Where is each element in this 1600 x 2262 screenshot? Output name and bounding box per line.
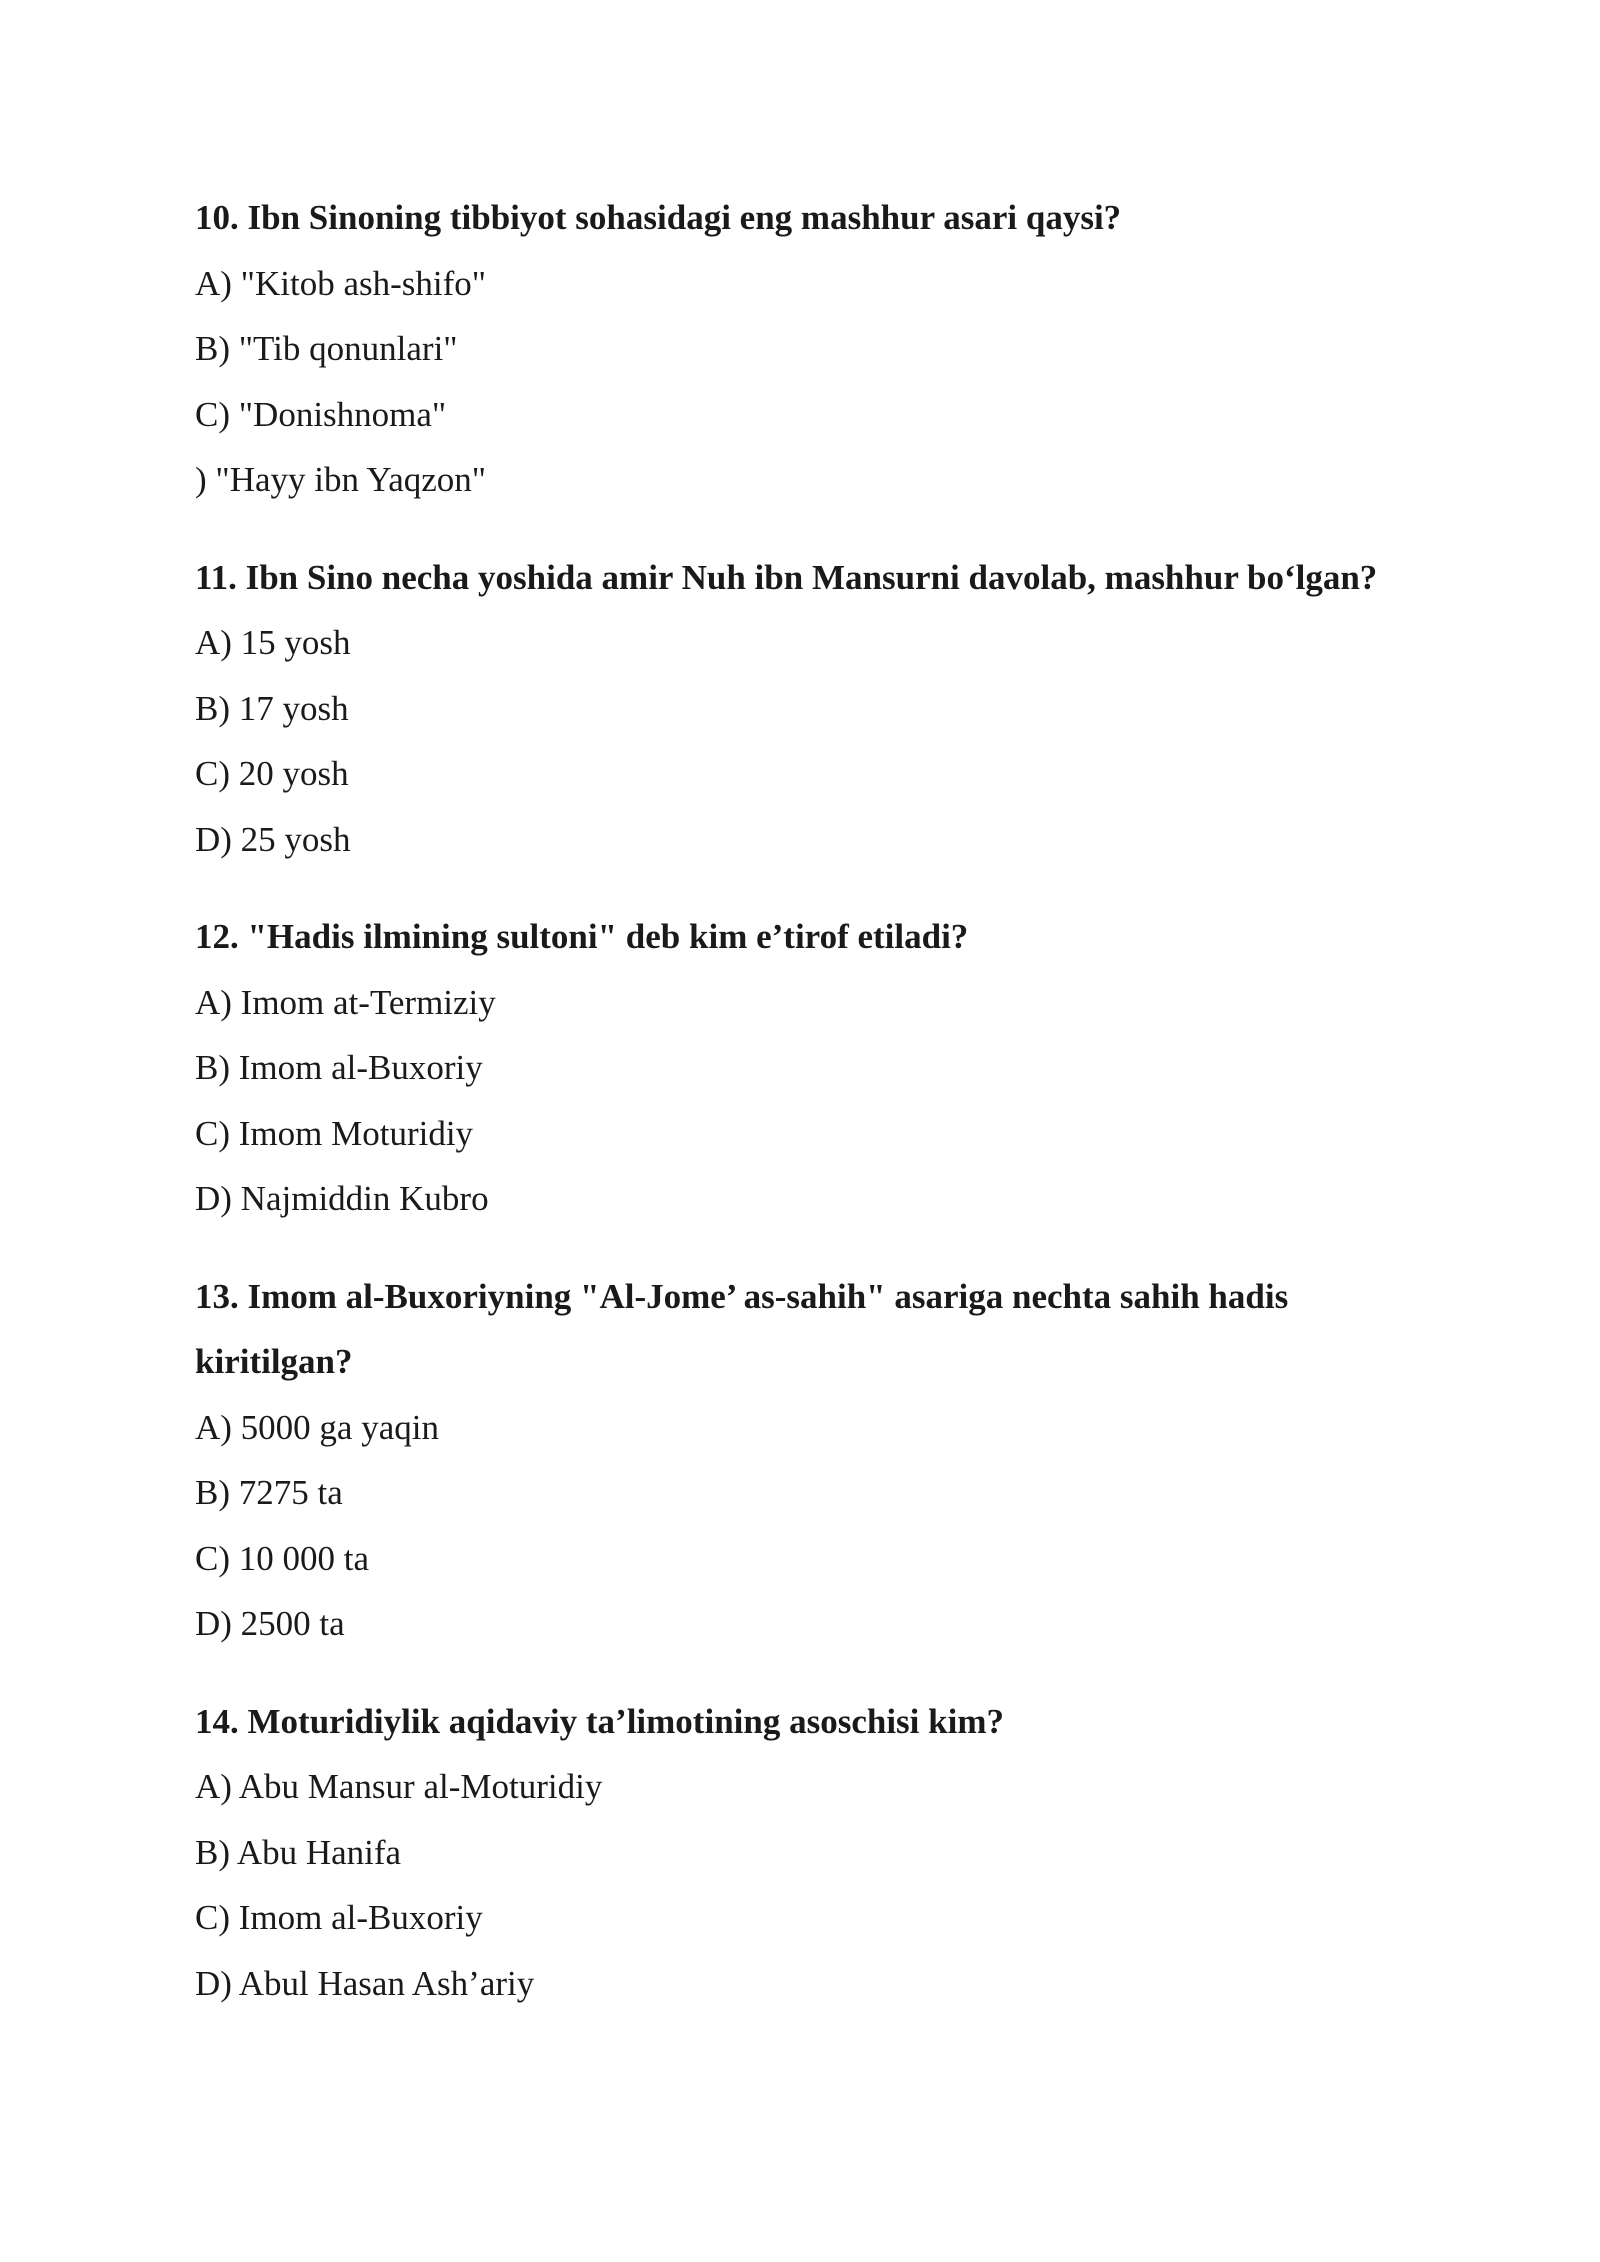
answer-option: A) 15 yosh [195, 623, 351, 662]
answer-option: B) Imom al-Buxoriy [195, 1048, 483, 1087]
answer-option: D) 25 yosh [195, 819, 351, 859]
question-text: 12. "Hadis ilmining sultoni" deb kim e’tirof etiladi? [195, 917, 969, 956]
question-text: 10. Ibn Sinoning tibbiyot sohasidagi eng mashhur asari qaysi? [195, 198, 1122, 237]
question-item [195, 185, 1425, 513]
answer-option: ) "Hayy ibn Yaqzon" [195, 460, 487, 499]
answer-option: C) "Donishnoma" [195, 394, 447, 434]
question-text: 13. Imom al-Buxoriyning "Al-Jome’ as-sahih" asariga nechta sahih hadis kiritilgan? [195, 1276, 1289, 1381]
answer-option: C) 10 000 ta [195, 1538, 370, 1578]
answer-option: B) 17 yosh [195, 688, 349, 728]
question-item [195, 1689, 1425, 2017]
answer-option: B) "Tib qonunlari" [195, 329, 458, 368]
question-item [195, 904, 1425, 1232]
answer-option: C) Imom Moturidiy [195, 1113, 474, 1153]
answer-option: D) Abul Hasan Ash’ariy [195, 1963, 535, 2003]
answer-option: B) 7275 ta [195, 1473, 343, 1512]
answer-option: B) Abu Hanifa [195, 1832, 402, 1872]
answer-option: C) Imom al-Buxoriy [195, 1898, 483, 1937]
question-list [195, 185, 1425, 2048]
question-item [195, 1264, 1425, 1657]
answer-option: A) "Kitob ash-shifo" [195, 263, 487, 303]
question-item [195, 545, 1425, 873]
question-text: 11. Ibn Sino necha yoshida amir Nuh ibn Mansurni davolab, mashhur bo‘lgan? [195, 557, 1378, 597]
answer-option: D) Najmiddin Kubro [195, 1179, 489, 1218]
answer-option: A) 5000 ga yaqin [195, 1407, 439, 1447]
question-text: 14. Moturidiylik aqidaviy ta’limotining asoschisi kim? [195, 1701, 1004, 1741]
answer-option: D) 2500 ta [195, 1604, 345, 1643]
answer-option: A) Abu Mansur al-Moturidiy [195, 1767, 603, 1806]
answer-option: A) Imom at-Termiziy [195, 982, 496, 1022]
answer-option: C) 20 yosh [195, 754, 349, 793]
